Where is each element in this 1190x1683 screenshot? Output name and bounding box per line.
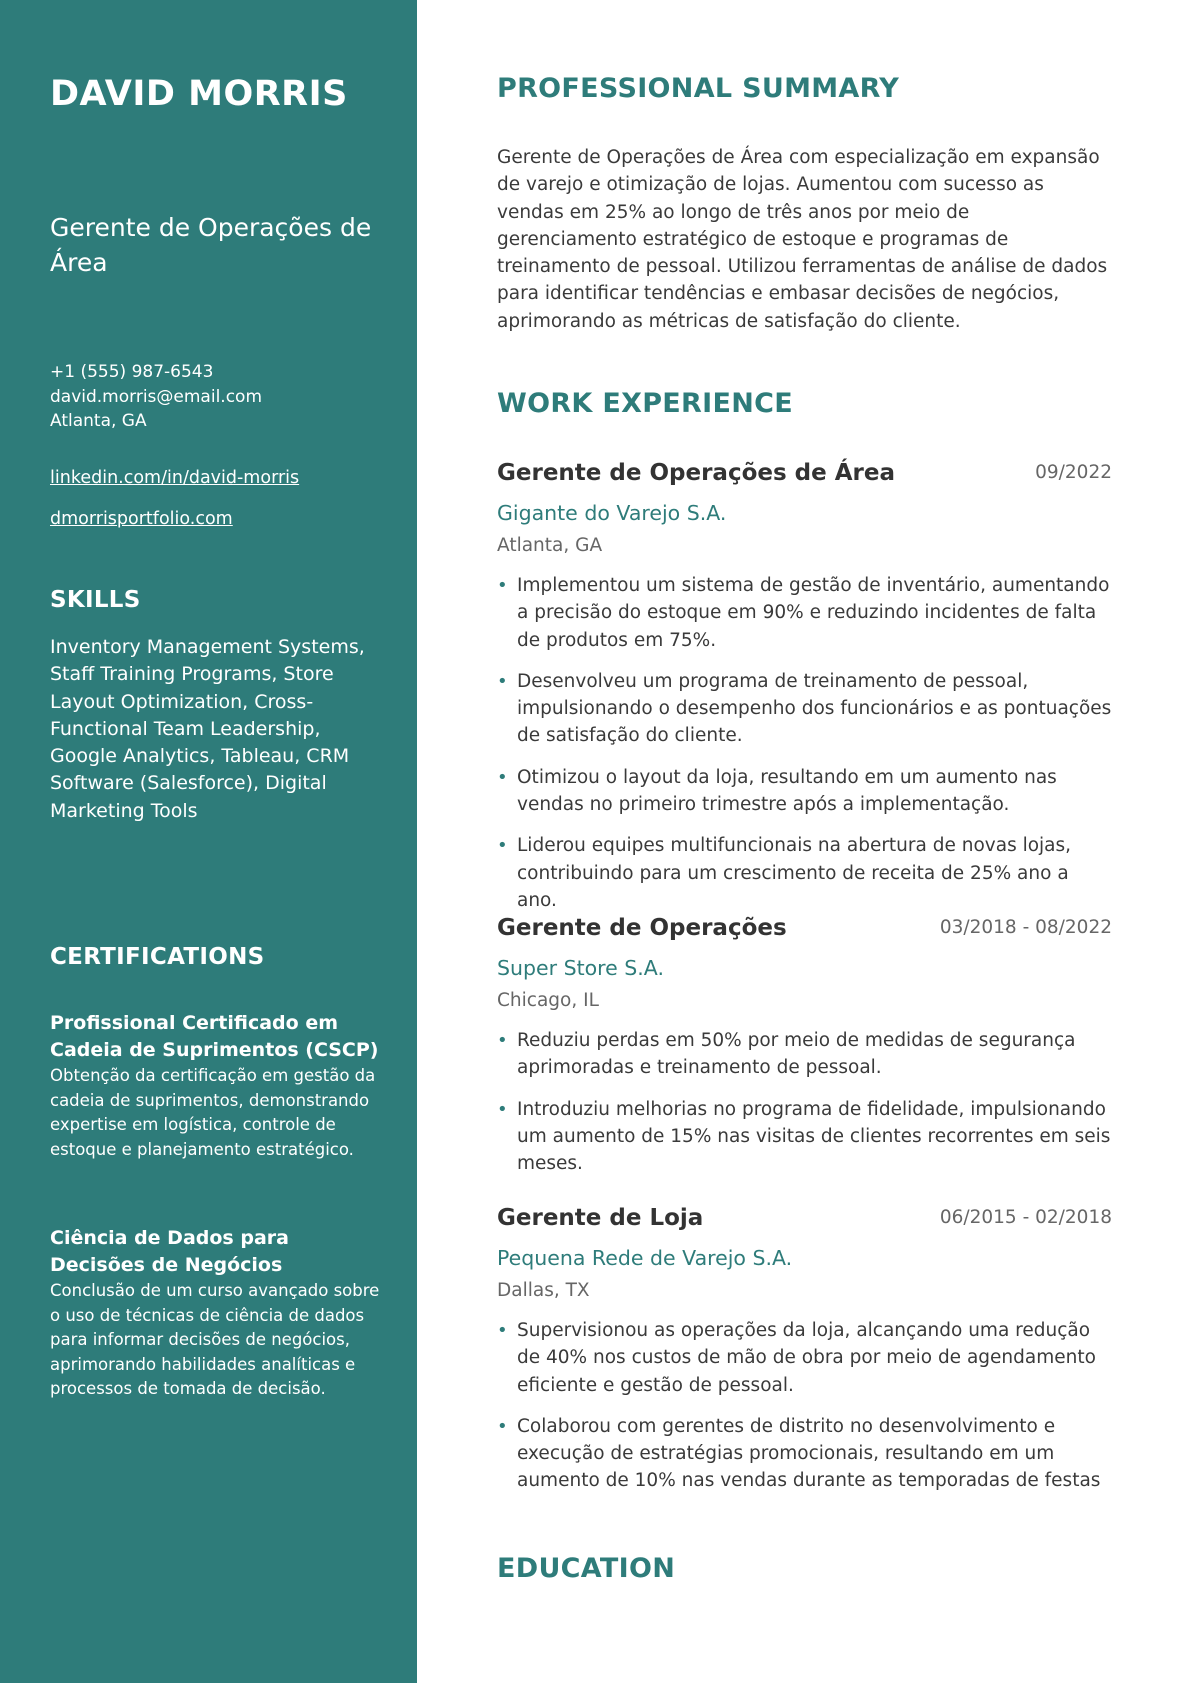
achievement-list (497, 572, 1112, 914)
bullet-icon: • (497, 1320, 508, 1341)
certification-title: Profissional Certificado em Cadeia de Suprimentos (CSCP) (50, 1012, 379, 1061)
company-name: Super Store S.A. (497, 956, 664, 980)
phone-number: +1 (555) 987-6543 (50, 362, 214, 382)
education-heading: EDUCATION (497, 1553, 676, 1584)
job-location: Dallas, TX (497, 1280, 590, 1301)
bullet-icon: • (497, 1098, 508, 1120)
certification-title: Ciência de Dados para Decisões de Negócios (50, 1227, 289, 1276)
skills-heading: SKILLS (50, 587, 141, 613)
bullet-icon: • (497, 1415, 508, 1437)
achievement-text: Introduziu melhorias no programa de fidelidade, impulsionando um aumento de 15% nas visitas de clientes recorrentes em seis meses. (517, 1098, 1111, 1175)
job-date: 03/2018 - 08/2022 (939, 917, 1112, 938)
certification-description: Obtenção da certificação em gestão da cadeia de suprimentos, demonstrando expertise em logística, controle de estoque e planejamento estratégico. (50, 1066, 376, 1159)
job-entry (497, 915, 1112, 1191)
certification-item (50, 1225, 380, 1402)
contact-block (50, 360, 262, 434)
skills-list: Inventory Management Systems, Staff Training Programs, Store Layout Optimization, Cross-Functional Team Leadership, Google Analytics, Tableau, CRM Software (Salesforce), Digital Marketing Tools (50, 636, 365, 822)
achievement-item (497, 1317, 1112, 1399)
certification-item (50, 1010, 380, 1162)
achievement-item (497, 1027, 1112, 1082)
linkedin-link[interactable]: linkedin.com/in/david-morris (50, 468, 300, 488)
achievement-item (497, 1096, 1112, 1178)
achievement-text: Desenvolveu um programa de treinamento de pessoal, impulsionando o desempenho dos funcionários e as pontuações de satisfação do cliente. (517, 670, 1112, 747)
bullet-icon: • (497, 1030, 508, 1051)
job-entry (497, 460, 1112, 928)
achievement-text: Implementou um sistema de gestão de inventário, aumentando a precisão do estoque em 90% e reduzindo incidentes de falta de produtos em 75%. (517, 575, 1110, 651)
email-address: david.morris@email.com (50, 386, 263, 407)
achievement-item (497, 1413, 1112, 1495)
bullet-icon: • (497, 766, 508, 788)
achievement-item (497, 668, 1112, 750)
candidate-name: DAVID MORRIS (50, 74, 348, 114)
achievement-text: Liderou equipes multifuncionais na abertura de novas lojas, contribuindo para um crescimento de receita de 25% ano a ano. (517, 835, 1072, 911)
summary-heading: PROFESSIONAL SUMMARY (497, 73, 900, 104)
achievement-text: Supervisionou as operações da loja, alcançando uma redução de 40% nos custos de mão de obra por meio de agendamento eficiente e gestão de pessoal. (517, 1320, 1096, 1396)
job-location: Atlanta, GA (497, 535, 603, 556)
certification-description: Conclusão de um curso avançado sobre o uso de técnicas de ciência de dados para informar decisões de negócios, aprimorando habilidades analíticas e processos de tomada de decisão. (50, 1281, 380, 1399)
company-name: Pequena Rede de Varejo S.A. (497, 1246, 793, 1270)
summary-text: Gerente de Operações de Área com especialização em expansão de varejo e otimização de lojas. Aumentou com sucesso as vendas em 25% ao longo de três anos por meio de gerenciamento estratégico de estoque e programas de treinamento de pessoal. Utilizou ferramentas de análise de dados para identificar tendências e embasar decisões de negócios, aprimorando as métricas de satisfação do cliente. (497, 147, 1108, 332)
job-entry (497, 1205, 1112, 1509)
job-title: Gerente de Loja (497, 1205, 704, 1231)
job-date: 06/2015 - 02/2018 (939, 1207, 1112, 1228)
achievement-list (497, 1027, 1112, 1177)
home-location: Atlanta, GA (50, 411, 147, 431)
job-title: Gerente de Operações (497, 915, 787, 941)
candidate-role: Gerente de Operações de Área (50, 213, 372, 277)
bullet-icon: • (497, 575, 508, 596)
achievement-text: Otimizou o layout da loja, resultando em um aumento nas vendas no primeiro trimestre após a implementação. (517, 766, 1057, 816)
job-date: 09/2022 (1035, 462, 1112, 483)
sidebar (0, 0, 417, 1683)
company-name: Gigante do Varejo S.A. (497, 501, 727, 525)
achievement-text: Reduziu perdas em 50% por meio de medidas de segurança aprimoradas e treinamento de pessoal. (517, 1030, 1076, 1079)
job-title: Gerente de Operações de Área (497, 460, 896, 486)
achievement-list (497, 1317, 1112, 1495)
certifications-heading: CERTIFICATIONS (50, 944, 265, 970)
portfolio-link[interactable]: dmorrisportfolio.com (50, 509, 233, 529)
experience-heading: WORK EXPERIENCE (497, 388, 793, 419)
achievement-item (497, 832, 1112, 914)
job-location: Chicago, IL (497, 990, 599, 1011)
achievement-text: Colaborou com gerentes de distrito no desenvolvimento e execução de estratégias promocionais, resultando em um aumento de 10% nas vendas durante as temporadas de festas (517, 1415, 1101, 1492)
bullet-icon: • (497, 835, 508, 857)
achievement-item (497, 572, 1112, 654)
achievement-item (497, 764, 1112, 819)
bullet-icon: • (497, 670, 508, 692)
